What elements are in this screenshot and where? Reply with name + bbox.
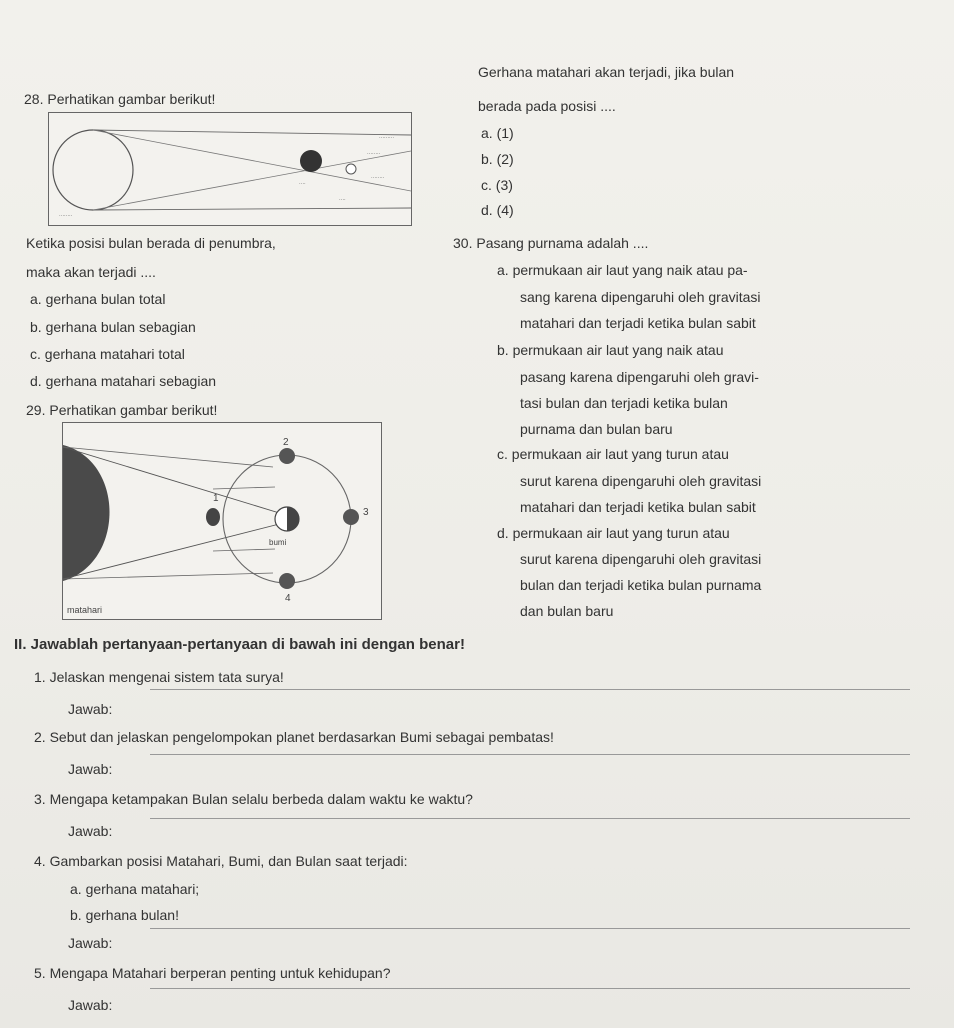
q28-option-a: a. (1) [481, 125, 514, 141]
q28-sub-option-b: b. gerhana bulan sebagian [30, 319, 196, 335]
q30-option-d-line1: d. permukaan air laut yang turun atau [497, 525, 730, 541]
essay-q5: 5. Mengapa Matahari berperan penting untuk kehidupan? [34, 965, 391, 981]
q28-eclipse-figure [48, 112, 412, 226]
moon-pos-3 [343, 509, 359, 525]
q28-sub-question-line2: maka akan terjadi .... [26, 264, 156, 280]
svg-text:········: ········ [59, 213, 73, 219]
essay-q4: 4. Gambarkan posisi Matahari, Bumi, dan Bulan saat terjadi: [34, 853, 408, 869]
essay-q2-answer-label: Jawab: [68, 761, 113, 777]
q28-sub-option-c: c. gerhana matahari total [30, 346, 185, 362]
moon-pos-4 [279, 573, 295, 589]
q30-option-b-line1: b. permukaan air laut yang naik atau [497, 342, 724, 358]
essay-q4-answer-line[interactable] [150, 928, 910, 929]
moon-pos-1 [206, 508, 220, 526]
q30-option-c-line2: surut karena dipengaruhi oleh gravitasi [520, 473, 762, 489]
section2-heading: II. Jawablah pertanyaan-pertanyaan di bawah ini dengan benar! [14, 636, 465, 653]
q28-option-d: d. (4) [481, 202, 514, 218]
essay-q4-answer-label: Jawab: [68, 935, 113, 951]
essay-q4-b: b. gerhana bulan! [70, 907, 179, 923]
essay-q2-answer-line[interactable] [150, 754, 910, 755]
q30-option-b-line3: tasi bulan dan terjadi ketika bulan [520, 395, 728, 411]
q30-option-d-line3: bulan dan terjadi ketika bulan purnama [520, 577, 762, 593]
svg-text:····: ···· [339, 197, 346, 203]
essay-q3-answer-label: Jawab: [68, 823, 113, 839]
q28-stem-line2: berada pada posisi .... [478, 98, 616, 114]
moon-pos-2 [279, 448, 295, 464]
label-earth: bumi [269, 538, 287, 547]
essay-q1: 1. Jelaskan mengenai sistem tata surya! [34, 669, 284, 685]
svg-text:········: ········ [371, 175, 385, 181]
svg-text:·········: ········· [379, 135, 394, 141]
moon-orbit-diagram [63, 423, 381, 619]
essay-q5-answer-label: Jawab: [68, 997, 113, 1013]
essay-q2: 2. Sebut dan jelaskan pengelompokan planet berdasarkan Bumi sebagai pembatas! [34, 729, 554, 745]
q30-heading: 30. Pasang purnama adalah .... [453, 235, 649, 251]
q30-option-d-line2: surut karena dipengaruhi oleh gravitasi [520, 551, 762, 567]
q30-option-a-line3: matahari dan terjadi ketika bulan sabit [520, 315, 756, 331]
essay-q1-answer-label: Jawab: [68, 701, 113, 717]
moon-shape [346, 164, 356, 174]
q28-stem-line1: Gerhana matahari akan terjadi, jika bulan [478, 64, 735, 80]
essay-q1-answer-line[interactable] [150, 689, 910, 690]
svg-text:····: ···· [299, 181, 306, 187]
essay-q5-answer-line[interactable] [150, 988, 910, 989]
label-4: 4 [285, 593, 291, 604]
earth-shape [300, 150, 322, 172]
q28-sub-option-d: d. gerhana matahari sebagian [30, 373, 217, 389]
q30-option-d-line4: dan bulan baru [520, 603, 614, 619]
label-sun: matahari [67, 605, 103, 615]
q30-option-c-line1: c. permukaan air laut yang turun atau [497, 446, 729, 462]
sun-half-shape [63, 445, 110, 581]
q29-moon-orbit-figure [62, 422, 382, 620]
label-1: 1 [213, 493, 219, 504]
eclipse-diagram [49, 113, 411, 225]
essay-q4-a: a. gerhana matahari; [70, 881, 200, 897]
essay-q3-answer-line[interactable] [150, 818, 910, 819]
sun-shape [53, 130, 133, 210]
q30-option-a-line1: a. permukaan air laut yang naik atau pa- [497, 262, 748, 278]
q30-option-a-line2: sang karena dipengaruhi oleh gravitasi [520, 289, 761, 305]
q29-heading: 29. Perhatikan gambar berikut! [26, 402, 218, 418]
label-3: 3 [363, 507, 369, 518]
q28-option-c: c. (3) [481, 177, 513, 193]
q28-sub-question-line1: Ketika posisi bulan berada di penumbra, [26, 235, 276, 251]
svg-text:········: ········ [367, 151, 381, 157]
q28-option-b: b. (2) [481, 151, 514, 167]
q28-heading: 28. Perhatikan gambar berikut! [24, 91, 216, 107]
q30-option-c-line3: matahari dan terjadi ketika bulan sabit [520, 499, 756, 515]
q30-option-b-line2: pasang karena dipengaruhi oleh gravi- [520, 369, 759, 385]
q30-option-b-line4: purnama dan bulan baru [520, 421, 673, 437]
essay-q3: 3. Mengapa ketampakan Bulan selalu berbeda dalam waktu ke waktu? [34, 791, 473, 807]
q28-sub-option-a: a. gerhana bulan total [30, 291, 166, 307]
label-2: 2 [283, 437, 289, 448]
